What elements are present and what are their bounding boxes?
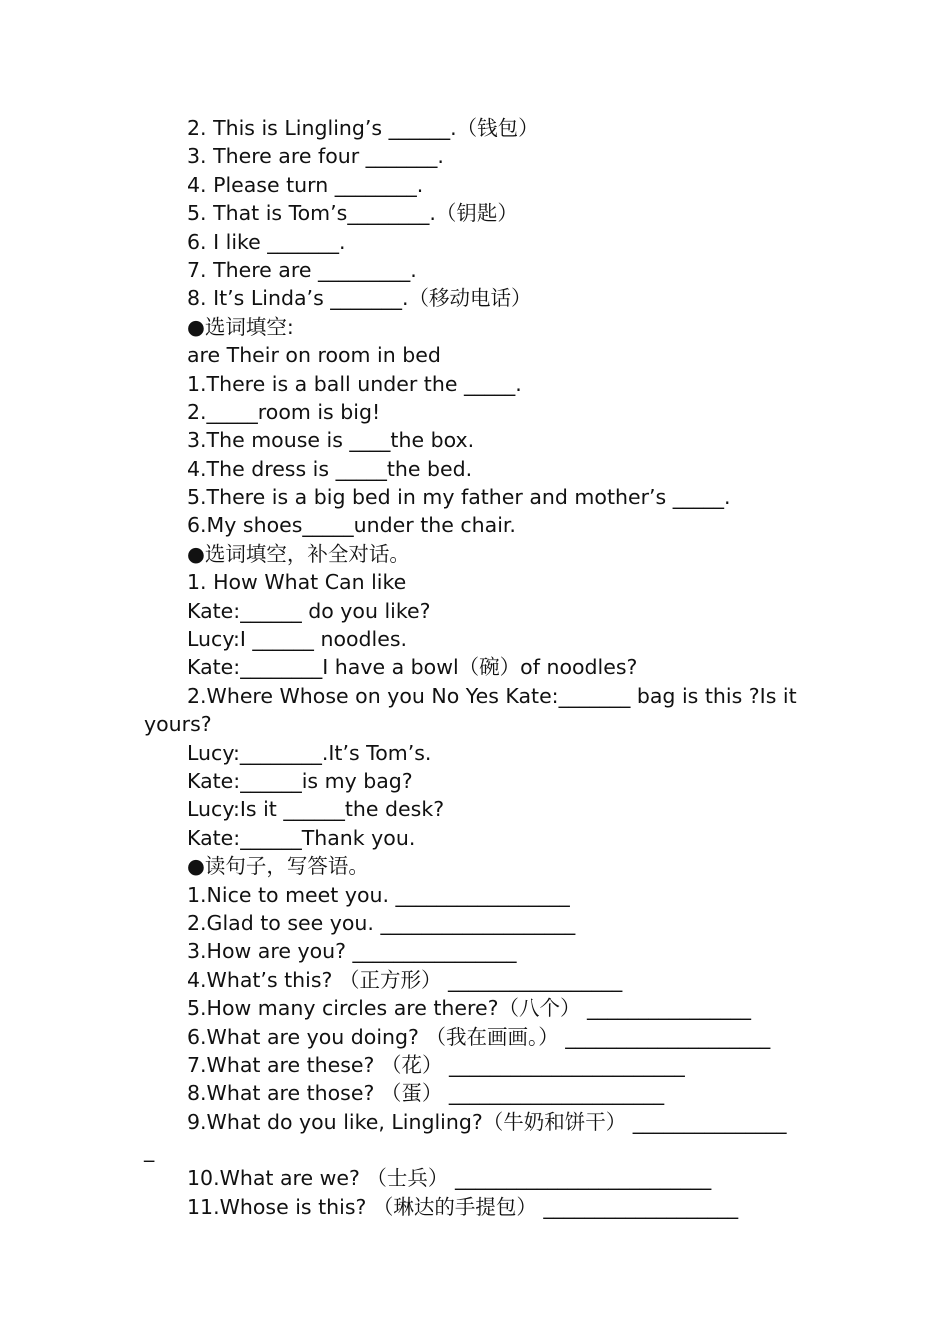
section-heading: ●选词填空: xyxy=(187,314,294,339)
dialogue-line: Kate:______ do you like? xyxy=(187,598,431,623)
exercise-line: _ xyxy=(144,1138,155,1163)
exercise-line: 8.What are those? （蛋） _____________________ xyxy=(187,1081,665,1106)
dialogue-line: Lucy:I ______ noodles. xyxy=(187,627,408,652)
exercise-line: 5. That is Tom’s________.（钥匙） xyxy=(187,201,518,226)
exercise-line: 9.What do you like, Lingling?（牛奶和饼干） _______________ xyxy=(187,1109,787,1134)
exercise-line: 6. I like _______. xyxy=(187,229,346,254)
exercise-line: 4.The dress is _____the bed. xyxy=(187,456,473,481)
exercise-line: 3.The mouse is ____the box. xyxy=(187,428,475,453)
exercise-line: 4. Please turn ________. xyxy=(187,172,424,197)
exercise-line: 2.Glad to see you. ___________________ xyxy=(187,910,576,935)
exercise-line: 7. There are _________. xyxy=(187,257,417,282)
exercise-line: 2._____room is big! xyxy=(187,399,381,424)
section-heading: ●选词填空，补全对话。 xyxy=(187,541,410,566)
dialogue-line: Kate:______is my bag? xyxy=(187,768,413,793)
word-bank: 1. How What Can like xyxy=(187,570,407,595)
exercise-line: 1.There is a ball under the _____. xyxy=(187,371,522,396)
worksheet-content xyxy=(144,114,816,1221)
word-bank: are Their on room in bed xyxy=(187,343,441,368)
exercise-line: 6.My shoes_____under the chair. xyxy=(187,513,516,538)
exercise-line: 11.Whose is this? （琳达的手提包） ___________________ xyxy=(187,1194,739,1219)
exercise-line: 5.There is a big bed in my father and mother’s _____. xyxy=(187,485,731,510)
exercise-line: 4.What’s this? （正方形） _________________ xyxy=(187,967,623,992)
exercise-line: 3.How are you? ________________ xyxy=(187,939,517,964)
section-heading: ●读句子，写答语。 xyxy=(187,854,369,879)
exercise-line: 1.Nice to meet you. _________________ xyxy=(187,882,570,907)
exercise-line: 3. There are four _______. xyxy=(187,144,444,169)
dialogue-line: Lucy:Is it ______the desk? xyxy=(187,797,445,822)
word-bank: 2.Where Whose on you No Yes Kate:_______ bag is this ?Is it xyxy=(187,683,797,708)
dialogue-line: Kate:________I have a bowl（碗）of noodles? xyxy=(187,655,638,680)
exercise-line: 5.How many circles are there?（八个） ________________ xyxy=(187,996,751,1021)
exercise-line: 8. It’s Linda’s _______.（移动电话） xyxy=(187,286,532,311)
dialogue-line: Kate:______Thank you. xyxy=(187,825,416,850)
dialogue-line: Lucy:________.It’s Tom’s. xyxy=(187,740,432,765)
exercise-line: 7.What are these? （花） _______________________ xyxy=(187,1052,685,1077)
exercise-line: 10.What are we? （士兵） _________________________ xyxy=(187,1166,712,1191)
exercise-line: 6.What are you doing? （我在画画。） ____________________ xyxy=(187,1024,771,1049)
exercise-line: 2. This is Lingling’s ______.（钱包） xyxy=(187,116,539,140)
dialogue-line: yours? xyxy=(144,712,212,737)
